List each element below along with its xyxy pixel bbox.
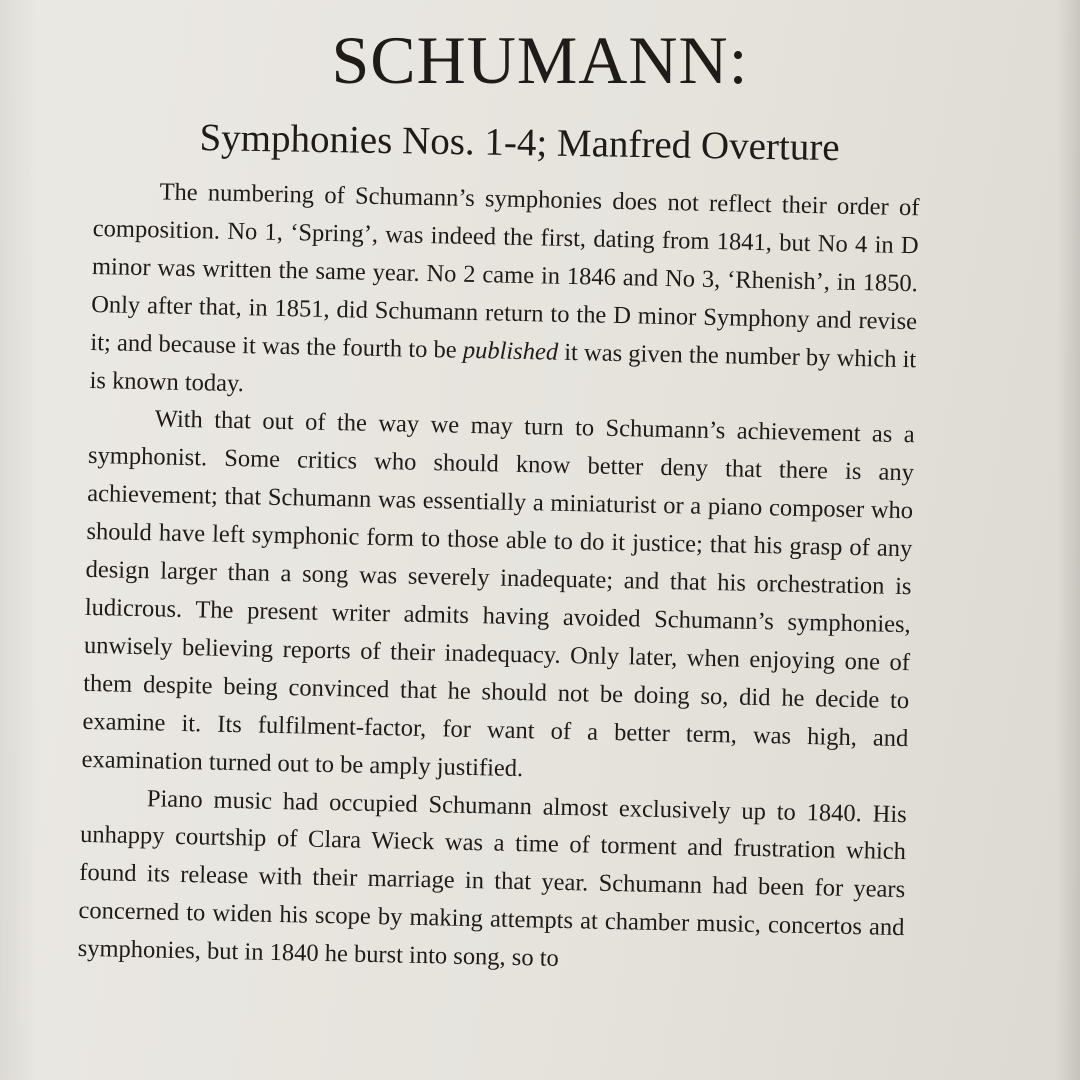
page-subtitle: Symphonies Nos. 1-4; Manfred Overture bbox=[199, 116, 840, 170]
emphasized-word: published bbox=[462, 336, 559, 366]
paragraph-1-text-start: The numbering of Schumann’s symphonies does not reflect their order of composition. No 1, ‘Spring’, was indeed the first, dating from 1841, but No 4 in D minor was written the same year. No 2 came in 1846 and No 3, ‘Rhenish’, in 1850. Only after that, in 1851, did Schumann return to the D minor Symphony and revise it; and because it was the fourth to be bbox=[90, 178, 920, 364]
page-title: SCHUMANN: bbox=[331, 22, 749, 98]
page-edge-shadow bbox=[1056, 0, 1080, 1080]
paragraph-1 bbox=[89, 172, 920, 417]
paragraph-2: With that out of the way we may turn to Schumann’s achievement as a symphonist. Some critics who should know better deny that there is any achievement; that Schumann was essentially a miniaturist or a piano composer who should have left symphonic form to those able to do it justice; that his grasp of any design larger than a song was severely inadequate; and that his orchestration is ludicrous. The present writer admits having avoided Schumann’s symphonies, unwisely believing reports of their inadequacy. Only later, when enjoying one of them despite being convinced that he should not be doing so, did he decide to examine it. Its fulfilment-factor, for want of a better term, was high, and examination turned out to be amply justified. bbox=[81, 405, 915, 782]
paragraph-1-text-end: it was given the number by which it is known today. bbox=[89, 338, 917, 397]
article-body bbox=[77, 172, 919, 985]
paragraph-3: Piano music had occupied Schumann almost exclusively up to 1840. His unhappy courtship of Clara Wieck was a time of torment and frustration which found its release with their marriage in that year. Schumann had been for years concerned to widen his scope by making attempts at chamber music, concertos and symphonies, but in 1840 he burst into song, so to bbox=[77, 784, 908, 973]
page-gutter-shadow bbox=[0, 0, 40, 1080]
